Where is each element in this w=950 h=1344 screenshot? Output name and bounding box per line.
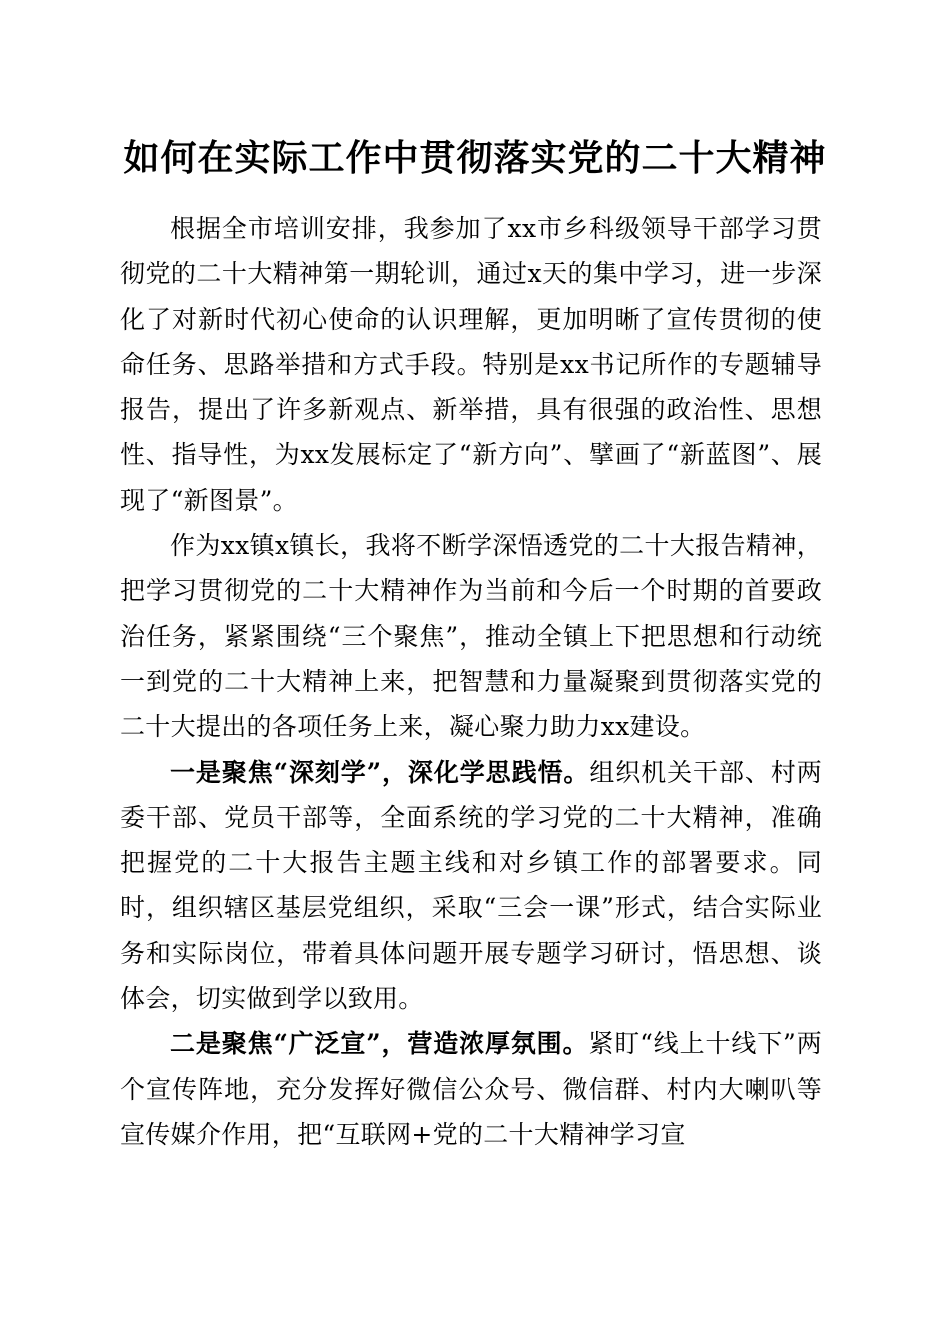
- document-body: [120, 206, 822, 1157]
- paragraph-3-text: 组织机关干部、村两委干部、党员干部等，全面系统的学习党的二十大精神，准确把握党的二十大报告主题主线和对乡镇工作的部署要求。同时，组织辖区基层党组织，采取“三会一课”形式，结合实际业务和实际岗位，带着具体问题开展专题学习研讨，悟思想、谈体会，切实做到学以致用。: [120, 757, 822, 1014]
- paragraph-3-lead: 一是聚焦“深刻学”，深化学思践悟。: [170, 757, 590, 787]
- paragraph-1: [120, 206, 822, 523]
- paragraph-4-lead: 二是聚焦“广泛宣”，营造浓厚氛围。: [170, 1029, 589, 1059]
- paragraph-4-text: 紧盯“线上十线下”两个宣传阵地，充分发挥好微信公众号、微信群、村内大喇叭等宣传媒介作用，把“互联网+党的二十大精神学习宣: [120, 1029, 822, 1149]
- paragraph-4: [120, 1021, 822, 1157]
- document-title: 如何在实际工作中贯彻落实党的二十大精神: [123, 137, 827, 179]
- paragraph-2: [120, 523, 822, 749]
- paragraph-2-text: 作为xx镇x镇长，我将不断学深悟透党的二十大报告精神，把学习贯彻党的二十大精神作为当前和今后一个时期的首要政治任务，紧紧围绕“三个聚焦”，推动全镇上下把思想和行动统一到党的二十大精神上来，把智慧和力量凝聚到贯彻落实党的二十大提出的各项任务上来，凝心聚力助力xx建设。: [120, 531, 822, 742]
- paragraph-1-text: 根据全市培训安排，我参加了xx市乡科级领导干部学习贯彻党的二十大精神第一期轮训，通过x天的集中学习，进一步深化了对新时代初心使命的认识理解，更加明晰了宣传贯彻的使命任务、思路举措和方式手段。特别是xx书记所作的专题辅导报告，提出了许多新观点、新举措，具有很强的政治性、思想性、指导性，为xx发展标定了“新方向”、擘画了“新蓝图”、展现了“新图景”。: [120, 214, 822, 515]
- paragraph-3: [120, 750, 822, 1022]
